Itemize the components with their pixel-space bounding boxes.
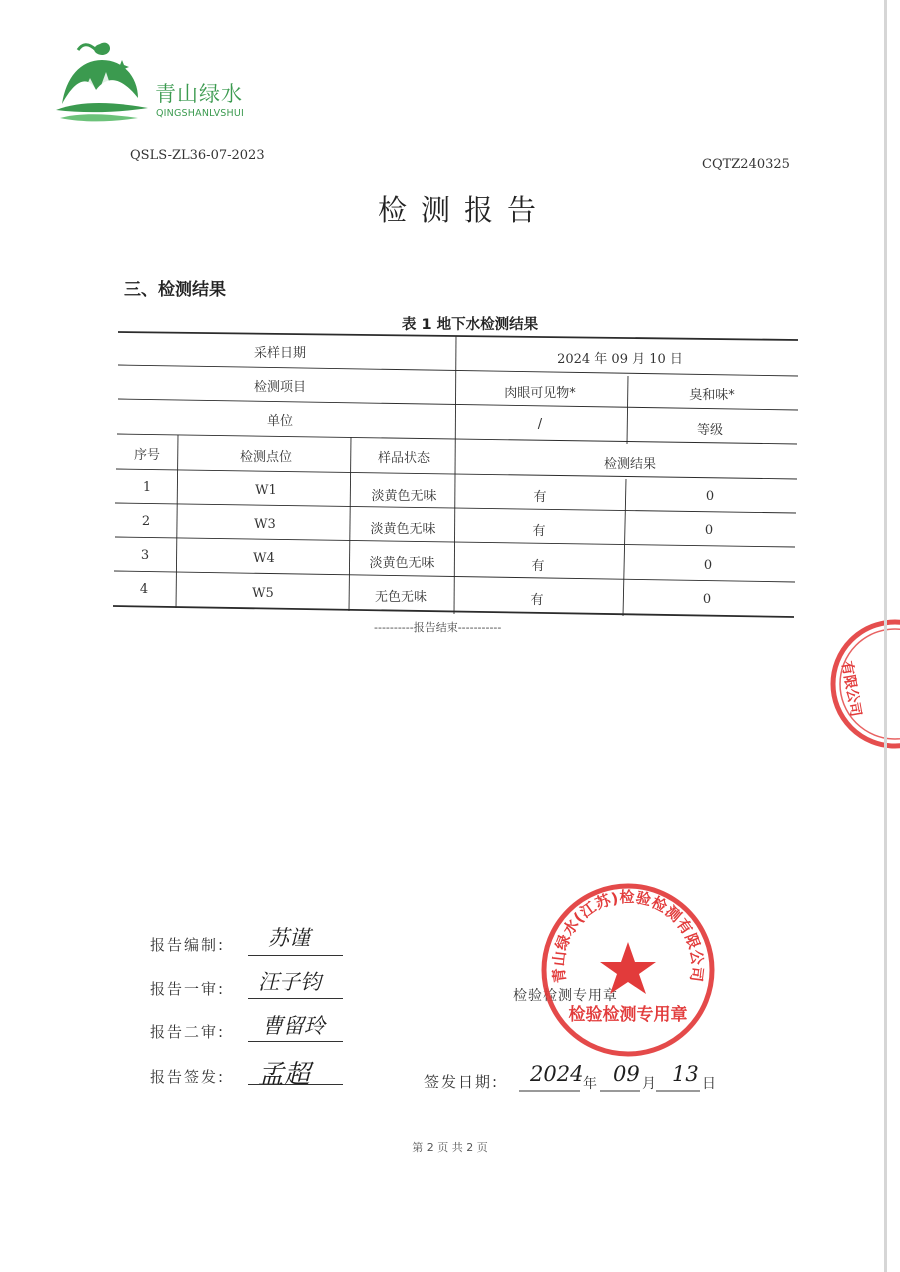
brand-name-en: QINGSHANLVSHUI xyxy=(156,108,245,119)
prepared-by-signature: 苏谨 xyxy=(268,926,310,950)
row-point: W5 xyxy=(252,586,274,601)
report-end-marker: ----------报告结束----------- xyxy=(374,621,502,634)
issued-by-signature: 孟超 xyxy=(258,1060,311,1090)
issue-date-month: 09 xyxy=(613,1062,640,1086)
row-seq: 4 xyxy=(139,582,149,597)
report-number: CQTZ240325 xyxy=(702,157,790,172)
item-label: 检测项目 xyxy=(253,380,306,395)
svg-text:青山绿水(江苏)检验检测有限公司: 青山绿水(江苏)检验检测有限公司 xyxy=(549,888,707,985)
unit-label: 单位 xyxy=(266,414,293,429)
header-point: 检测点位 xyxy=(239,450,292,465)
issued-by-label: 报告签发: xyxy=(150,1068,226,1086)
prepared-by-label: 报告编制: xyxy=(150,936,226,954)
svg-text:检验检测专用章: 检验检测专用章 xyxy=(568,1005,688,1025)
issue-date-day-unit: 日 xyxy=(702,1076,716,1092)
row-visible-result: 有 xyxy=(531,559,545,574)
header-state: 样品状态 xyxy=(377,451,430,466)
row-state: 淡黄色无味 xyxy=(370,522,436,537)
row-state: 淡黄色无味 xyxy=(371,489,437,504)
issue-date-month-unit: 月 xyxy=(642,1076,656,1092)
brand-name-cn: 青山绿水 xyxy=(155,82,243,106)
row-visible-result: 有 xyxy=(530,593,544,608)
scan-edge xyxy=(884,0,887,1272)
header-result: 检测结果 xyxy=(603,457,656,472)
sampling-date-label: 采样日期 xyxy=(253,346,306,361)
svg-text:有限公司: 有限公司 xyxy=(838,659,864,718)
document-code: QSLS-ZL36-07-2023 xyxy=(130,148,265,163)
item-visible-matter: 肉眼可见物* xyxy=(504,386,576,401)
row-seq: 1 xyxy=(142,480,152,495)
row-state: 无色无味 xyxy=(374,590,427,605)
header-seq: 序号 xyxy=(133,448,160,463)
issue-date-year: 2024 xyxy=(530,1062,584,1086)
row-odor-result: 0 xyxy=(705,489,715,504)
first-review-signature: 汪子钧 xyxy=(258,970,321,994)
row-odor-result: 0 xyxy=(703,558,713,573)
row-seq: 2 xyxy=(141,514,151,529)
item-odor-taste: 臭和味* xyxy=(689,388,735,403)
row-point: W3 xyxy=(254,517,276,532)
unit-odor-taste: 等级 xyxy=(696,423,723,438)
stamp-label: 检验检测专用章 xyxy=(513,988,618,1004)
table-caption: 表 1 地下水检测结果 xyxy=(401,317,539,333)
first-review-label: 报告一审: xyxy=(150,980,226,998)
row-visible-result: 有 xyxy=(533,490,547,505)
second-review-signature: 曹留玲 xyxy=(262,1014,325,1038)
section-heading: 三、检测结果 xyxy=(124,280,226,300)
row-state: 淡黄色无味 xyxy=(369,556,435,571)
row-seq: 3 xyxy=(140,548,150,563)
issue-date-label: 签发日期: xyxy=(424,1073,500,1091)
row-odor-result: 0 xyxy=(704,523,714,538)
issue-date-day: 13 xyxy=(672,1062,699,1086)
second-review-label: 报告二审: xyxy=(150,1023,226,1041)
row-point: W1 xyxy=(255,483,277,498)
row-odor-result: 0 xyxy=(702,592,712,607)
row-visible-result: 有 xyxy=(532,524,546,539)
sampling-date-value: 2024 年 09 月 10 日 xyxy=(557,352,683,367)
page-number: 第 2 页 共 2 页 xyxy=(412,1141,488,1154)
issue-date-year-unit: 年 xyxy=(583,1076,597,1092)
unit-visible-matter: / xyxy=(537,417,543,432)
page-title: 检测报告 xyxy=(377,193,550,227)
row-point: W4 xyxy=(253,551,275,566)
